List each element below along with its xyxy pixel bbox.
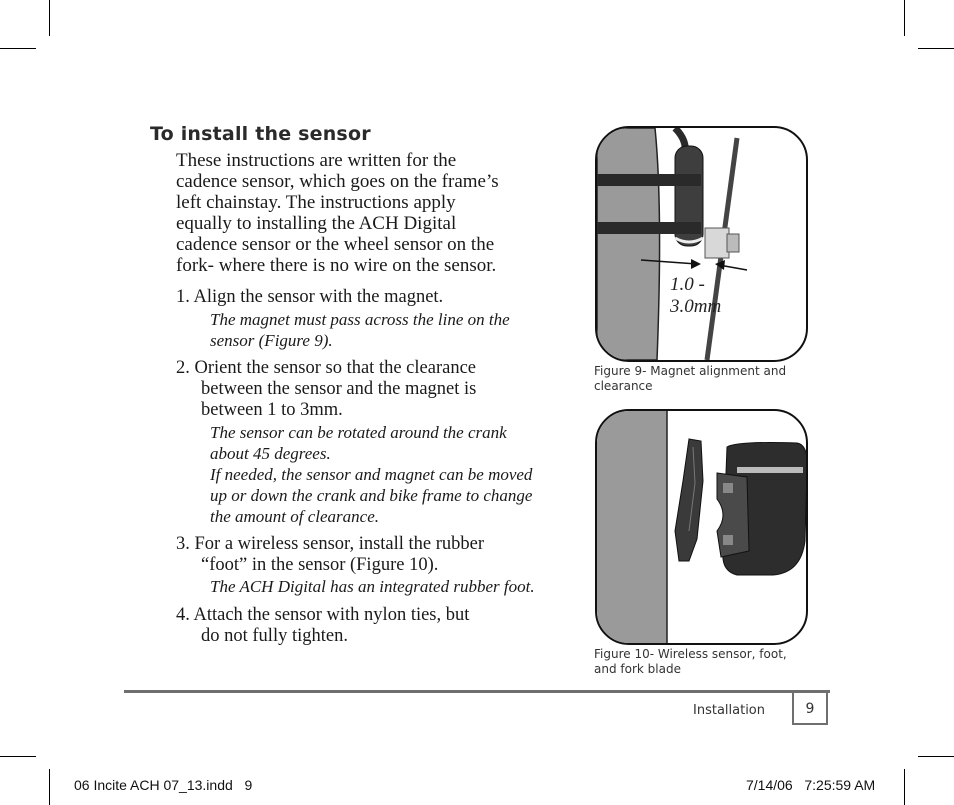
intro-paragraph	[176, 150, 578, 276]
crop-mark	[49, 769, 50, 805]
crop-mark	[918, 756, 954, 757]
crop-mark	[49, 0, 50, 36]
slug-filename: 06 Incite ACH 07_13.indd 9	[74, 777, 253, 793]
figure-10-caption	[594, 647, 787, 677]
step-2-text: 2. Orient the sensor so that the clearance	[176, 358, 476, 378]
step-2-note: up or down the crank and bike frame to change	[210, 486, 533, 505]
step-4-text: do not fully tighten.	[201, 626, 348, 646]
step-4-text: 4. Attach the sensor with nylon ties, but	[176, 605, 470, 625]
crop-mark	[0, 756, 36, 757]
step-3-text: 3. For a wireless sensor, install the rubber	[176, 534, 485, 554]
step-1-note: The magnet must pass across the line on the	[210, 310, 510, 329]
figure-10-image	[595, 409, 808, 645]
step-2-note: The sensor can be rotated around the crank	[210, 423, 507, 442]
step-1-note: sensor (Figure 9).	[210, 331, 333, 350]
intro-line: cadence sensor, which goes on the frame’s	[176, 171, 499, 192]
section-label: Installation	[693, 703, 766, 718]
page-number: 9	[792, 693, 828, 725]
step-2-text: between 1 to 3mm.	[201, 400, 343, 420]
clearance-label: 3.0mm	[670, 296, 722, 317]
crop-mark	[0, 48, 36, 49]
step-2-note: the amount of clearance.	[210, 507, 380, 526]
caption-line: and fork blade	[594, 662, 681, 676]
figure-9-image	[595, 126, 808, 362]
clearance-label: 1.0 -	[670, 274, 705, 295]
intro-line: equally to installing the ACH Digital	[176, 213, 457, 234]
section-heading: To install the sensor	[150, 123, 371, 145]
intro-line: left chainstay. The instructions apply	[176, 192, 456, 213]
intro-line: fork- where there is no wire on the sensor.	[176, 255, 497, 276]
wireless-sensor-illustration	[597, 411, 806, 643]
sensor-magnet-illustration	[597, 128, 806, 360]
step-2-text: between the sensor and the magnet is	[201, 379, 477, 399]
intro-line: cadence sensor or the wheel sensor on the	[176, 234, 495, 255]
step-2-note: If needed, the sensor and magnet can be moved	[210, 465, 533, 484]
footer-rule	[124, 690, 830, 693]
caption-line: clearance	[594, 379, 653, 393]
figure-9-caption	[594, 364, 786, 394]
step-2-note: about 45 degrees.	[210, 444, 331, 463]
step-3-text: “foot” in the sensor (Figure 10).	[201, 555, 439, 575]
intro-line: These instructions are written for the	[176, 150, 457, 171]
caption-line: Figure 10- Wireless sensor, foot,	[594, 647, 787, 661]
step-1-text: 1. Align the sensor with the magnet.	[176, 287, 444, 307]
crop-mark	[904, 769, 905, 805]
crop-mark	[904, 0, 905, 36]
step-3-note: The ACH Digital has an integrated rubber foot.	[210, 577, 535, 596]
slug-datetime: 7/14/06 7:25:59 AM	[746, 777, 876, 793]
caption-line: Figure 9- Magnet alignment and	[594, 364, 787, 378]
crop-mark	[918, 48, 954, 49]
